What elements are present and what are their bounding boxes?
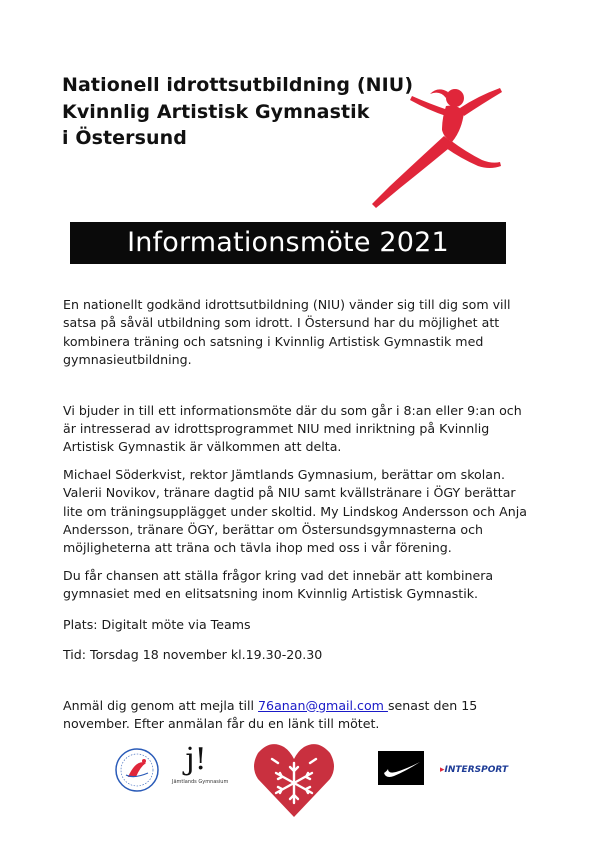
gymnast-silhouette-icon <box>360 78 510 218</box>
intersport-arrow-icon: ▸ <box>440 765 445 775</box>
meeting-place: Plats: Digitalt möte via Teams <box>63 616 251 632</box>
title-line-1: Nationell idrottsutbildning (NIU) <box>62 74 414 96</box>
heart-snowflake-logo-icon <box>252 739 336 821</box>
club-logo-icon <box>114 747 160 793</box>
event-banner: Informationsmöte 2021 <box>70 222 506 264</box>
signup-prefix: Anmäl dig genom att mejla till <box>63 697 259 713</box>
signup-paragraph <box>63 697 533 734</box>
intersport-text: INTERSPORT <box>444 765 509 775</box>
jamtlands-name: Jämtlands Gymnasium <box>172 779 229 785</box>
intersport-logo <box>440 757 508 776</box>
questions-paragraph: Du får chansen att ställa frågor kring vad det innebär att kombinera gymnasiet med en elitsatsning inom Kvinnlig Artistisk Gymnastik. <box>63 567 494 602</box>
intro-paragraph: En nationellt godkänd idrottsutbildning (NIU) vänder sig till dig som vill satsa på såväl utbildning som idrott. I Östersund har du möjlighet att kombinera träning och satsning i Kvinnlig Artistisk Gymnastik med gymnasieutbildning. <box>63 297 511 368</box>
jamtlands-logo <box>172 741 229 801</box>
jamtlands-mark: j! <box>185 742 207 777</box>
invitation-paragraph: Vi bjuder in till ett informationsmöte där du som går i 8:an eller 9:an och är intresserad av idrottsprogrammet NIU med inriktning på Kvinnlig Artistisk Gymnastik är välkommen att delta. <box>63 402 522 455</box>
sponsor-logos <box>0 735 592 825</box>
nike-swoosh-icon <box>378 751 424 785</box>
title-line-3: i Östersund <box>62 127 187 149</box>
speakers-paragraph: Michael Söderkvist, rektor Jämtlands Gymnasium, berättar om skolan. Valerii Novikov, tränare dagtid på NIU samt kvällstränare i ÖGY berättar lite om träningsupplägget under skoltid. My Lindskog Andersson och Anja Andersson, tränare ÖGY, berättar om Östersundsgymnasterna och möjligheterna att träna och tävla ihop med oss i vår förening. <box>63 466 527 556</box>
meeting-time: Tid: Torsdag 18 november kl.19.30-20.30 <box>63 647 323 663</box>
signup-suffix: senast den 15 november. Efter anmälan får du en länk till mötet. <box>63 697 478 731</box>
body-text <box>63 296 533 733</box>
email-link[interactable]: 76anan@gmail.com <box>258 697 388 713</box>
title-line-2: Kvinnlig Artistisk Gymnastik <box>62 100 370 123</box>
